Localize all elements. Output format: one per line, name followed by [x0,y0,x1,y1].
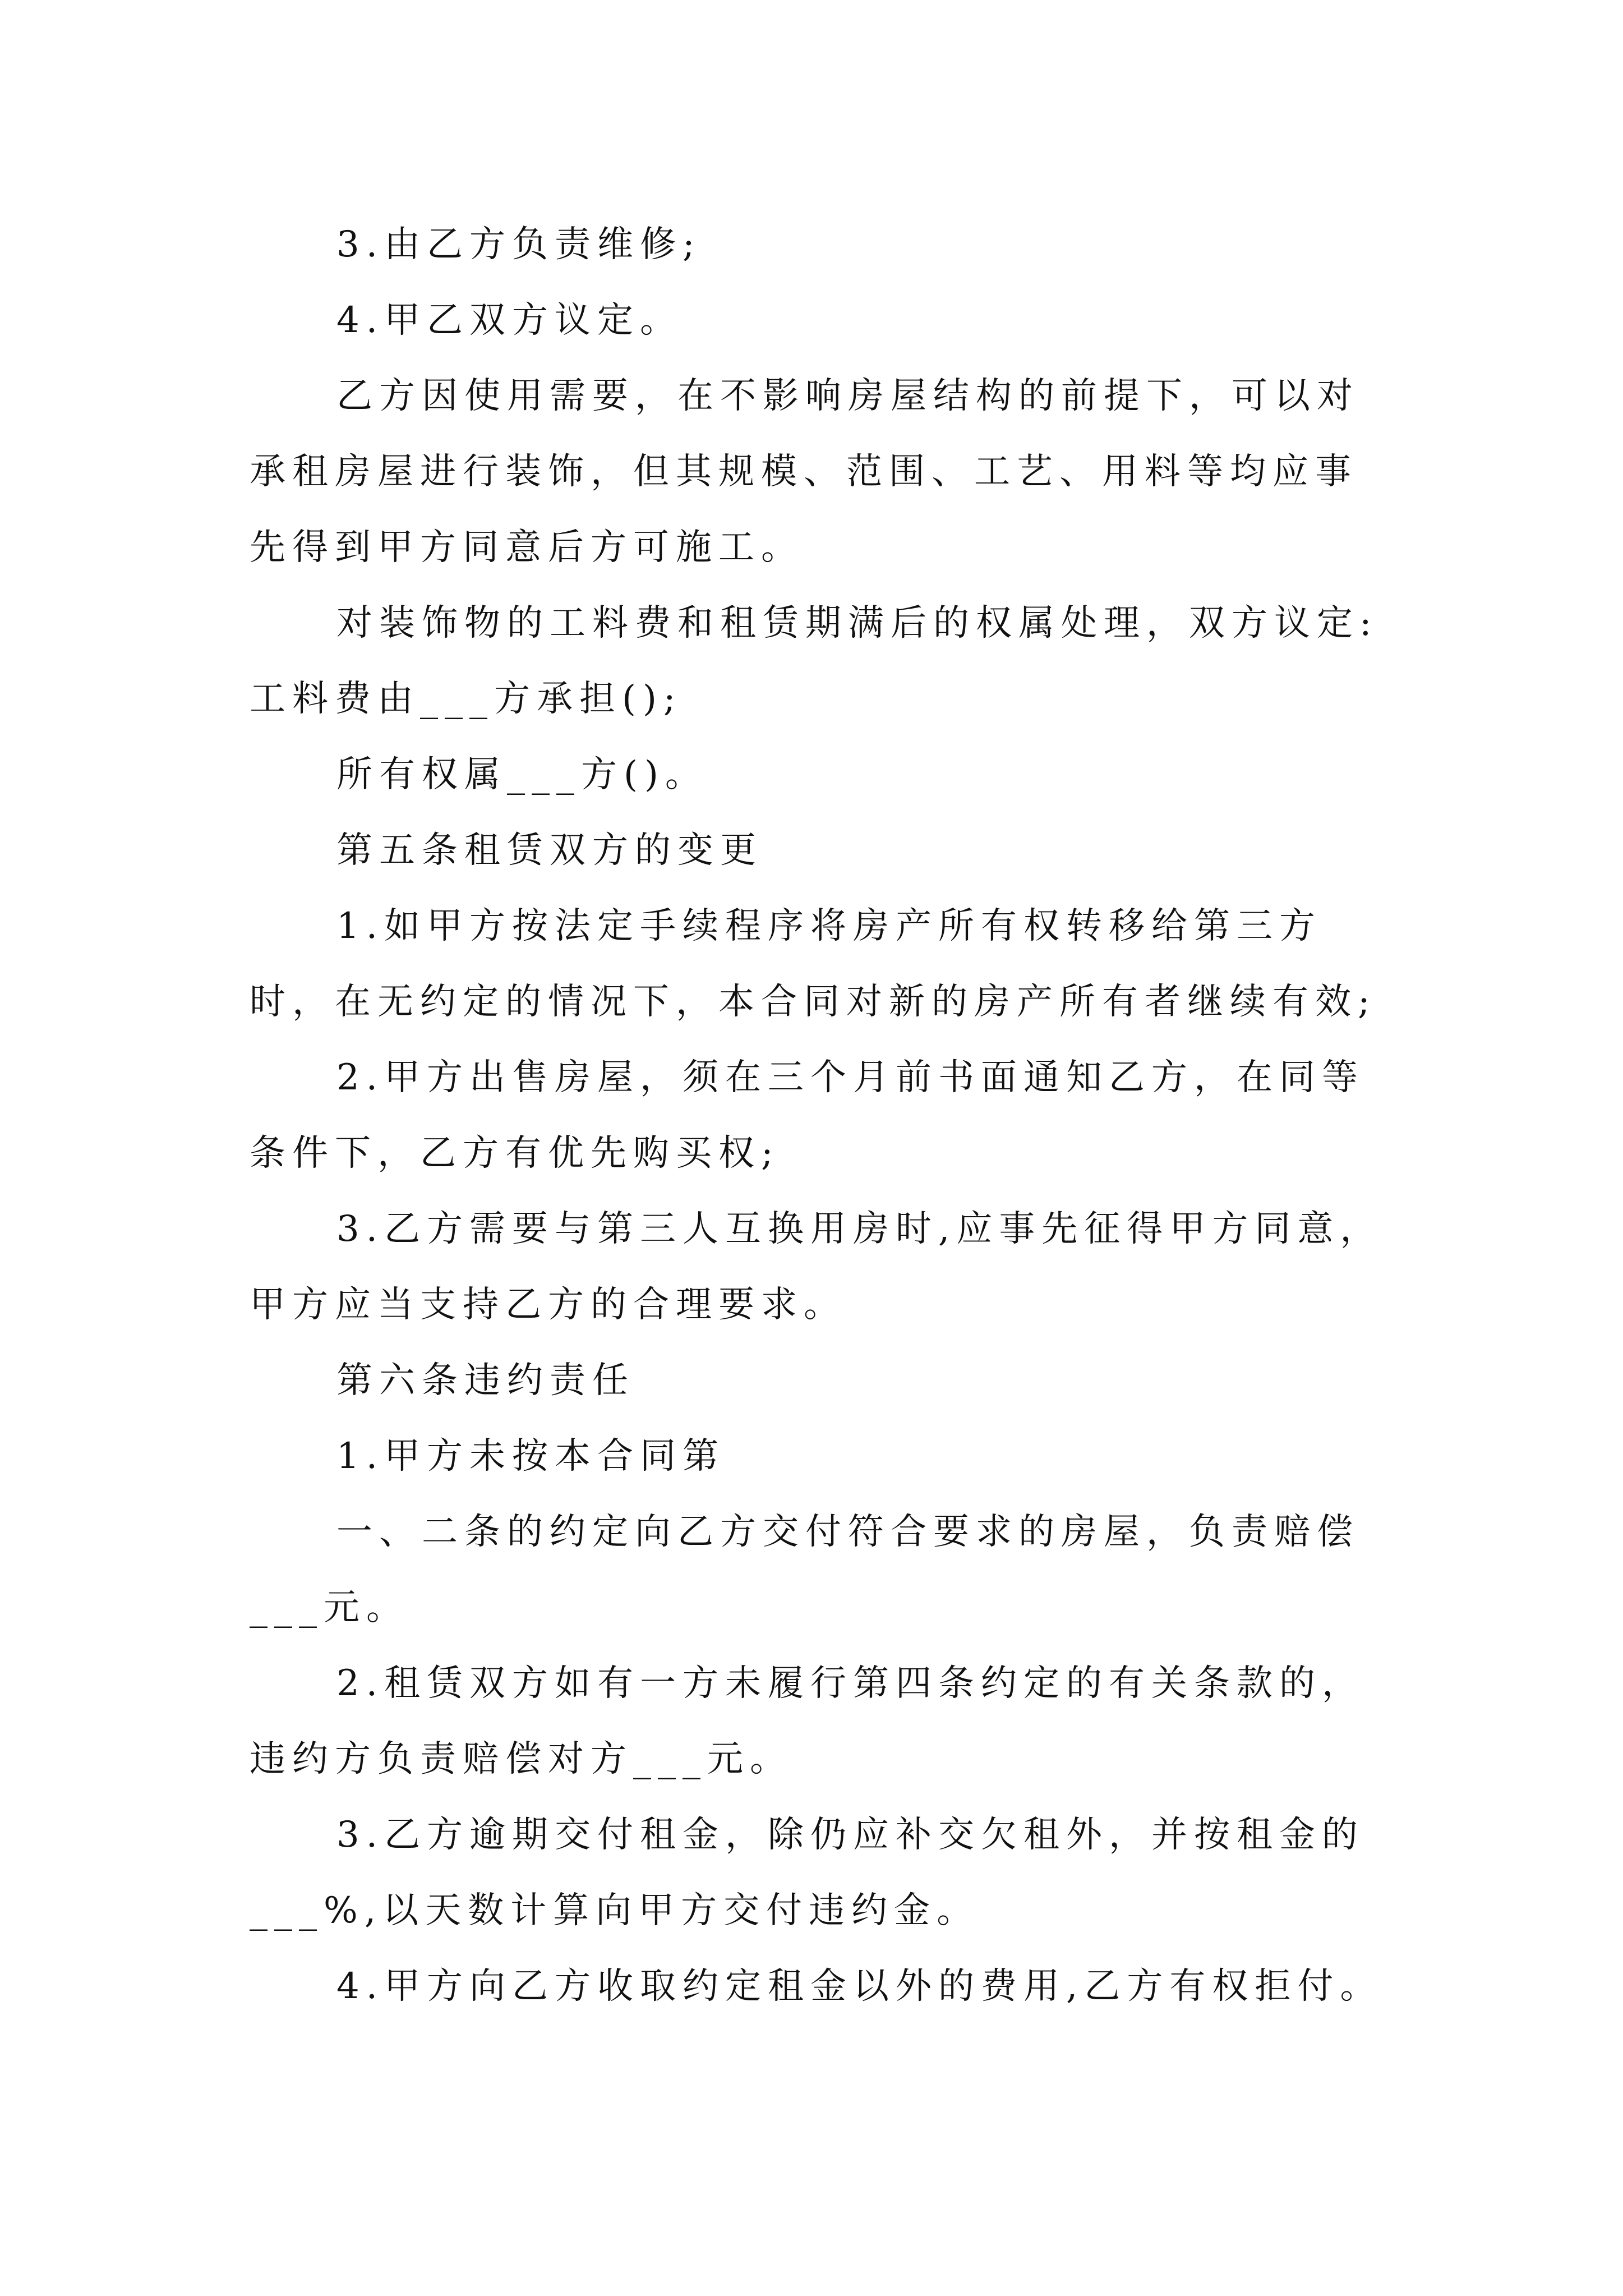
text-line: 4.甲方向乙方收取约定租金以外的费用,乙方有权拒付。 [336,1966,1383,2007]
text-line: 对装饰物的工料费和租赁期满后的权属处理，双方议定: [336,602,1378,644]
text-line: 3.乙方需要与第三人互换用房时,应事先征得甲方同意， [336,1208,1383,1250]
text-line: 承租房屋进行装饰，但其规模、范围、工艺、用料等均应事 [250,451,1358,493]
text-line: 一、二条的约定向乙方交付符合要求的房屋，负责赔偿 [336,1511,1359,1553]
text-line: 1.甲方未按本合同第 [336,1435,726,1477]
text-line: 条件下，乙方有优先购买权; [250,1133,780,1174]
text-line: 先得到甲方同意后方可施工。 [250,527,804,568]
text-line: 3.由乙方负责维修; [336,224,702,265]
section-heading: 第六条违约责任 [336,1360,635,1401]
text-line: 2.租赁双方如有一方未履行第四条约定的有关条款的， [336,1663,1365,1704]
text-line: 2.甲方出售房屋，须在三个月前书面通知乙方，在同等 [336,1057,1365,1098]
text-line: 乙方因使用需要，在不影响房屋结构的前提下，可以对 [336,375,1359,417]
text-line: 4.甲乙双方议定。 [336,300,683,341]
text-line: 违约方负责赔偿对方___元。 [250,1738,792,1780]
text-line: ___元。 [250,1587,409,1628]
text-line: 工料费由___方承担(); [250,678,683,720]
text-line: 甲方应当支持乙方的合理要求。 [250,1284,846,1326]
text-line: 3.乙方逾期交付租金，除仍应补交欠租外，并按租金的 [336,1814,1365,1856]
text-line: ___%,以天数计算向甲方交付违约金。 [250,1890,980,1931]
text-line: 所有权属___方()。 [336,754,708,795]
text-line: 时，在无约定的情况下，本合同对新的房产所有者继续有效; [250,981,1377,1023]
text-line: 1.如甲方按法定手续程序将房产所有权转移给第三方 [336,905,1322,947]
section-heading: 第五条租赁双方的变更 [336,830,763,871]
